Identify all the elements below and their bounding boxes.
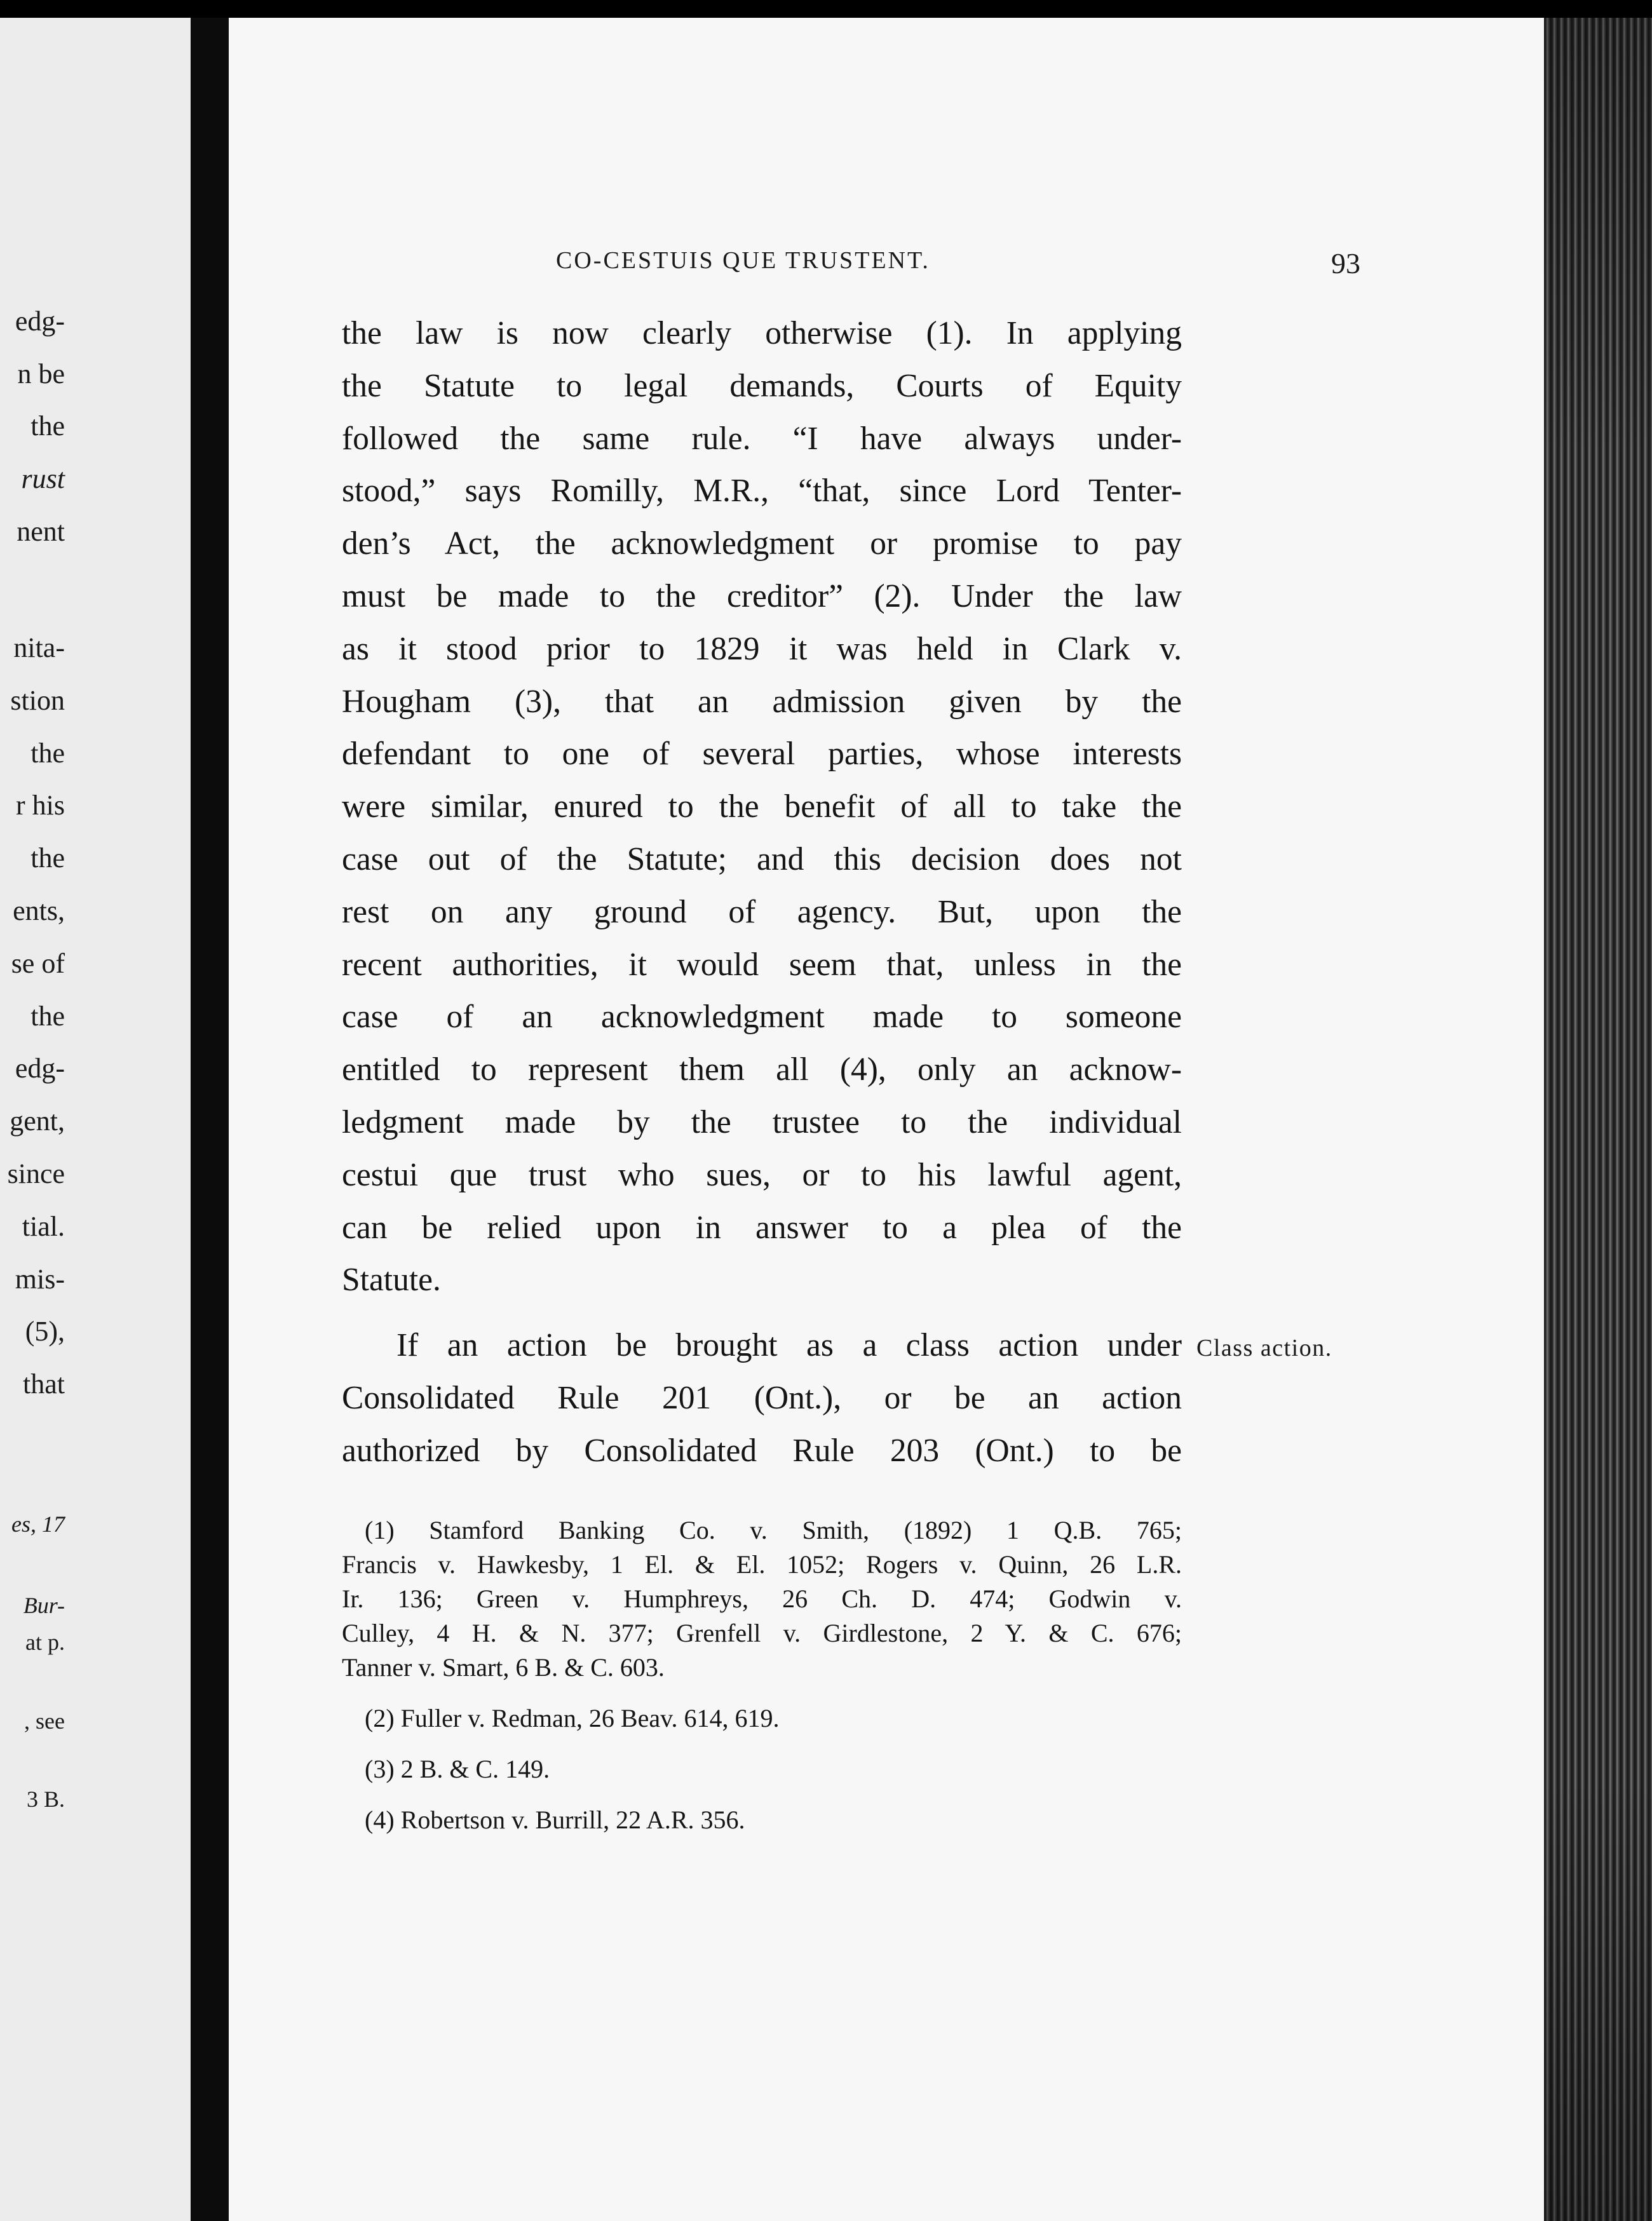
facing-page-line: (5), — [25, 1316, 65, 1347]
facing-page-line: the — [30, 410, 65, 442]
text-line: If an action be brought as a class action under — [396, 1327, 1182, 1364]
text-line: den’s Act, the acknowledgment or promise to pay — [342, 525, 1182, 562]
text-line: cestui que trust who sues, or to his lawful agent, — [342, 1156, 1182, 1193]
text-line: must be made to the creditor” (2). Under the law — [342, 577, 1182, 614]
margin-note: Class action. — [1196, 1335, 1332, 1361]
footnote: (3) 2 B. & C. 149. — [365, 1755, 550, 1783]
scan-top-border — [0, 0, 1652, 18]
text-line: stood,” says Romilly, M.R., “that, since Lord Tenter- — [342, 473, 1182, 510]
facing-page-line: the — [30, 842, 65, 874]
facing-page-line: rust — [21, 463, 65, 494]
text-line: the law is now clearly otherwise (1). In applying — [342, 315, 1182, 351]
paragraph — [342, 307, 1182, 1307]
text-line: case of an acknowledgment made to someone — [342, 999, 1182, 1036]
text-line: Statute. — [342, 1262, 441, 1299]
paragraph — [342, 1320, 1182, 1477]
text-line: Consolidated Rule 201 (Ont.), or be an action — [342, 1379, 1182, 1416]
text-line: can be relied upon in answer to a plea of the — [342, 1209, 1182, 1246]
book-gutter — [191, 18, 229, 2221]
text-line: rest on any ground of agency. But, upon the — [342, 893, 1182, 930]
facing-page-line: mis- — [15, 1264, 65, 1295]
facing-page-line: stion — [10, 685, 65, 716]
page-edges — [1544, 18, 1652, 2221]
footnote — [342, 1513, 1182, 1685]
footnote-line: Tanner v. Smart, 6 B. & C. 603. — [342, 1653, 665, 1682]
text-line: Hougham (3), that an admission given by the — [342, 683, 1182, 720]
text-line: ledgment made by the trustee to the individual — [342, 1104, 1182, 1140]
facing-page-line: tial. — [22, 1211, 65, 1242]
facing-page-footnote-line: 3 B. — [26, 1786, 65, 1812]
facing-page-line: n be — [17, 358, 65, 389]
text-line: authorized by Consolidated Rule 203 (Ont.) to be — [342, 1432, 1182, 1469]
text-line: were similar, enured to the benefit of all to take the — [342, 788, 1182, 825]
footnote: (4) Robertson v. Burrill, 22 A.R. 356. — [365, 1806, 745, 1834]
text-line: defendant to one of several parties, whose interests — [342, 736, 1182, 773]
facing-page-line: that — [23, 1368, 65, 1400]
footnote-line: Francis v. Hawkesby, 1 El. & El. 1052; Rogers v. Quinn, 26 L.R. — [342, 1550, 1182, 1579]
facing-page-footnote-line: at p. — [25, 1630, 65, 1655]
footnote-line: (1) Stamford Banking Co. v. Smith, (1892) 1 Q.B. 765; — [365, 1516, 1182, 1544]
facing-page-line: since — [7, 1158, 65, 1189]
facing-page-line: nent — [17, 516, 65, 547]
facing-page-line: ents, — [13, 895, 65, 926]
page-number: 93 — [1331, 247, 1360, 280]
facing-page-text — [0, 18, 76, 2221]
text-line: followed the same rule. “I have always under- — [342, 420, 1182, 457]
facing-page-line: edg- — [15, 306, 65, 337]
text-line: case out of the Statute; and this decision does not — [342, 840, 1182, 877]
facing-page-line: r his — [16, 790, 65, 821]
facing-page-line: the — [30, 1001, 65, 1032]
running-head: CO-CESTUIS QUE TRUSTENT. — [556, 247, 930, 274]
footnote: (2) Fuller v. Redman, 26 Beav. 614, 619. — [365, 1704, 780, 1732]
facing-page-footnote-line: , see — [24, 1708, 65, 1734]
facing-page-line: the — [30, 738, 65, 769]
footnote-line: Ir. 136; Green v. Humphreys, 26 Ch. D. 474; Godwin v. — [342, 1584, 1182, 1613]
text-line: recent authorities, it would seem that, unless in the — [342, 946, 1182, 983]
facing-page-footnote-line: es, 17 — [11, 1511, 65, 1537]
facing-page-footnote-line: Bur- — [23, 1593, 65, 1618]
main-text — [342, 307, 1182, 1478]
facing-page-line: gent, — [10, 1105, 65, 1137]
text-line: the Statute to legal demands, Courts of Equity — [342, 367, 1182, 404]
text-line: as it stood prior to 1829 it was held in Clark v. — [342, 630, 1182, 667]
text-line: entitled to represent them all (4), only an acknow- — [342, 1051, 1182, 1088]
facing-page-line: edg- — [15, 1053, 65, 1084]
footnote-line: Culley, 4 H. & N. 377; Grenfell v. Girdlestone, 2 Y. & C. 676; — [342, 1619, 1182, 1647]
facing-page-line: se of — [11, 948, 65, 979]
facing-page-fragment — [0, 18, 191, 2221]
footnotes — [342, 1513, 1182, 1854]
facing-page-line: nita- — [13, 632, 65, 663]
